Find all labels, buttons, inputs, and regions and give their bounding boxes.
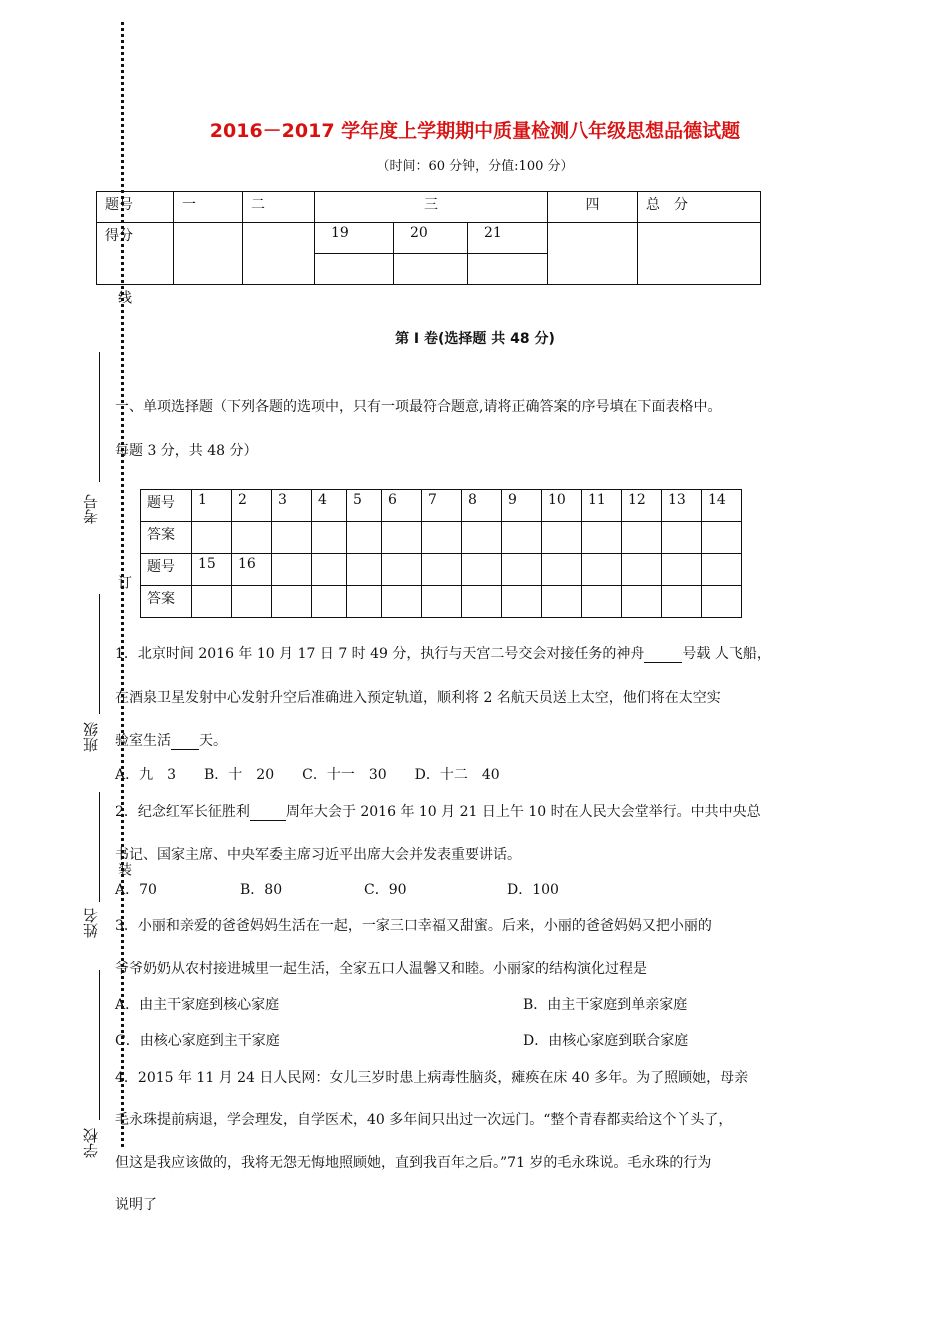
- answer-cell[interactable]: [622, 522, 662, 554]
- answer-cell[interactable]: [192, 522, 232, 554]
- answer-table: [140, 489, 742, 618]
- empty-cell: [582, 586, 622, 618]
- empty-cell: [312, 586, 347, 618]
- answer-cell[interactable]: [272, 522, 312, 554]
- question-number-cell: 3: [272, 490, 312, 522]
- empty-cell: [347, 586, 382, 618]
- question-3-option-b: B．由主干家庭到单亲家庭: [523, 997, 688, 1013]
- answer-row-label: 答案: [141, 586, 192, 618]
- question-number-cell: 5: [347, 490, 382, 522]
- question-number-cell: 9: [502, 490, 542, 522]
- empty-cell: [662, 586, 702, 618]
- answer-cell[interactable]: [582, 522, 622, 554]
- question-number-cell: 7: [422, 490, 462, 522]
- answer-row-label: 答案: [141, 522, 192, 554]
- empty-cell: [622, 554, 662, 586]
- empty-cell: [422, 554, 462, 586]
- question-text: 2．纪念红军长征胜利: [115, 804, 250, 820]
- score-blank-cell[interactable]: [638, 223, 761, 285]
- answer-cell[interactable]: [192, 586, 232, 618]
- empty-cell: [462, 586, 502, 618]
- empty-cell: [662, 554, 702, 586]
- question-2-option-d: D．100: [507, 882, 559, 898]
- question-4-line-1: 4．2015 年 11 月 24 日人民网：女儿三岁时患上病毒性脑炎，瘫痪在床 40 多年。为了照顾她，母亲: [115, 1070, 749, 1086]
- question-number-cell: 2: [232, 490, 272, 522]
- answer-header-label: 题号: [141, 554, 192, 586]
- answer-cell[interactable]: [312, 522, 347, 554]
- exam-number-label: 考号: [82, 494, 100, 524]
- exam-subtitle: （时间：60 分钟，分值:100 分）: [376, 159, 574, 174]
- exam-title: 2016－2017 学年度上学期期中质量检测八年级思想品德试题: [209, 120, 741, 142]
- score-blank-cell[interactable]: [548, 223, 638, 285]
- question-number-cell: 4: [312, 490, 347, 522]
- question-2-line-1: [115, 801, 761, 821]
- question-4-line-4: 说明了: [115, 1197, 157, 1213]
- score-table: [96, 191, 761, 285]
- question-3-option-d: D．由核心家庭到联合家庭: [523, 1033, 689, 1049]
- instructions-line: 每题 3 分，共 48 分）: [115, 443, 258, 459]
- question-number-cell: 11: [582, 490, 622, 522]
- score-blank-cell[interactable]: [468, 254, 548, 285]
- school-blank: [99, 970, 100, 1120]
- question-text: 1．北京时间 2016 年 10 月 17 日 7 时 49 分，执行与天宫二号交会对接任务的神舟: [115, 646, 645, 662]
- empty-cell: [702, 586, 742, 618]
- question-1-options: A．九 3 B．十 20 C．十一 30 D．十二 40: [115, 767, 500, 783]
- answer-cell[interactable]: [502, 522, 542, 554]
- empty-cell: [312, 554, 347, 586]
- score-header-cell: 总 分: [638, 192, 761, 223]
- question-2-option-c: C．90: [364, 882, 407, 898]
- score-subcol-cell: 20: [394, 223, 468, 254]
- score-header-cell: 二: [243, 192, 315, 223]
- empty-cell: [502, 554, 542, 586]
- question-text: 周年大会于 2016 年 10 月 21 日上午 10 时在人民大会堂举行。中共中央总: [285, 804, 761, 820]
- exam-number-blank: [99, 352, 100, 482]
- score-header-cell: 三: [315, 192, 548, 223]
- score-blank-cell[interactable]: [394, 254, 468, 285]
- answer-cell[interactable]: [702, 522, 742, 554]
- binding-char-ding: 订: [116, 575, 132, 589]
- question-number-cell: 13: [662, 490, 702, 522]
- empty-cell: [462, 554, 502, 586]
- empty-cell: [502, 586, 542, 618]
- question-4-line-2: 毛永珠提前病退，学会理发，自学医术，40 多年间只出过一次远门。“整个青春都卖给这个丫头了，: [115, 1112, 733, 1128]
- answer-header-label: 题号: [141, 490, 192, 522]
- score-blank-cell[interactable]: [243, 223, 315, 285]
- empty-cell: [542, 586, 582, 618]
- question-2-option-b: B．80: [240, 882, 283, 898]
- empty-cell: [272, 586, 312, 618]
- empty-cell: [422, 586, 462, 618]
- question-number-cell: 15: [192, 554, 232, 586]
- question-number-cell: 16: [232, 554, 272, 586]
- question-1-line-2: 在酒泉卫星发射中心发射升空后准确进入预定轨道，顺利将 2 名航天员送上太空，他们将在太空实: [115, 690, 721, 706]
- question-text: 天。: [199, 733, 227, 749]
- empty-cell: [542, 554, 582, 586]
- question-2-option-a: A．70: [115, 882, 157, 898]
- binding-char-zhuang: 装: [116, 862, 132, 876]
- question-number-cell: 10: [542, 490, 582, 522]
- empty-cell: [272, 554, 312, 586]
- score-blank-cell[interactable]: [315, 254, 394, 285]
- question-number-cell: 1: [192, 490, 232, 522]
- empty-cell: [622, 586, 662, 618]
- empty-cell: [382, 586, 422, 618]
- answer-cell[interactable]: [542, 522, 582, 554]
- question-text: 验室生活: [115, 733, 171, 749]
- score-header-cell: 题号: [97, 192, 174, 223]
- answer-cell[interactable]: [422, 522, 462, 554]
- class-blank: [99, 594, 100, 714]
- answer-cell[interactable]: [462, 522, 502, 554]
- binding-char-xian: 线: [116, 290, 132, 304]
- score-subcol-cell: 19: [315, 223, 394, 254]
- question-4-line-3: 但这是我应该做的，我将无怨无悔地照顾她，直到我百年之后。”71 岁的毛永珠说。毛永珠的行为: [115, 1155, 712, 1171]
- question-3-line-1: 3．小丽和亲爱的爸爸妈妈生活在一起，一家三口幸福又甜蜜。后来，小丽的爸爸妈妈又把小丽的: [115, 918, 712, 934]
- question-number-cell: 6: [382, 490, 422, 522]
- section-title: 第 I 卷(选择题 共 48 分): [395, 331, 555, 347]
- class-label: 班级: [82, 722, 100, 752]
- fill-blank[interactable]: [644, 646, 682, 663]
- school-label: 学校: [82, 1128, 100, 1158]
- name-blank: [99, 792, 100, 902]
- empty-cell: [347, 554, 382, 586]
- empty-cell: [702, 554, 742, 586]
- question-3-option-c: C．由核心家庭到主干家庭: [115, 1033, 280, 1049]
- score-header-cell: 一: [174, 192, 243, 223]
- question-1-line-1: [115, 643, 771, 663]
- question-3-line-2: 爷爷奶奶从农村接进城里一起生活，全家五口人温馨又和睦。小丽家的结构演化过程是: [115, 961, 647, 977]
- question-number-cell: 12: [622, 490, 662, 522]
- score-label-cell: 得分: [97, 223, 174, 285]
- score-blank-cell[interactable]: [174, 223, 243, 285]
- question-number-cell: 14: [702, 490, 742, 522]
- answer-cell[interactable]: [382, 522, 422, 554]
- instructions-line: 一、单项选择题（下列各题的选项中，只有一项最符合题意,请将正确答案的序号填在下面表格中。: [115, 399, 722, 415]
- empty-cell: [382, 554, 422, 586]
- fill-blank[interactable]: [250, 804, 286, 821]
- empty-cell: [582, 554, 622, 586]
- name-label: 姓名: [82, 908, 100, 938]
- answer-cell[interactable]: [232, 586, 272, 618]
- question-3-option-a: A．由主干家庭到核心家庭: [115, 997, 280, 1013]
- answer-cell[interactable]: [347, 522, 382, 554]
- question-number-cell: 8: [462, 490, 502, 522]
- question-1-line-3: [115, 730, 227, 750]
- question-text: 号载 人飞船，: [682, 646, 771, 662]
- question-2-line-2: 书记、国家主席、中央军委主席习近平出席大会并发表重要讲话。: [115, 847, 521, 863]
- score-subcol-cell: 21: [468, 223, 548, 254]
- answer-cell[interactable]: [662, 522, 702, 554]
- fill-blank[interactable]: [171, 733, 199, 750]
- score-header-cell: 四: [548, 192, 638, 223]
- answer-cell[interactable]: [232, 522, 272, 554]
- instructions: [115, 385, 855, 473]
